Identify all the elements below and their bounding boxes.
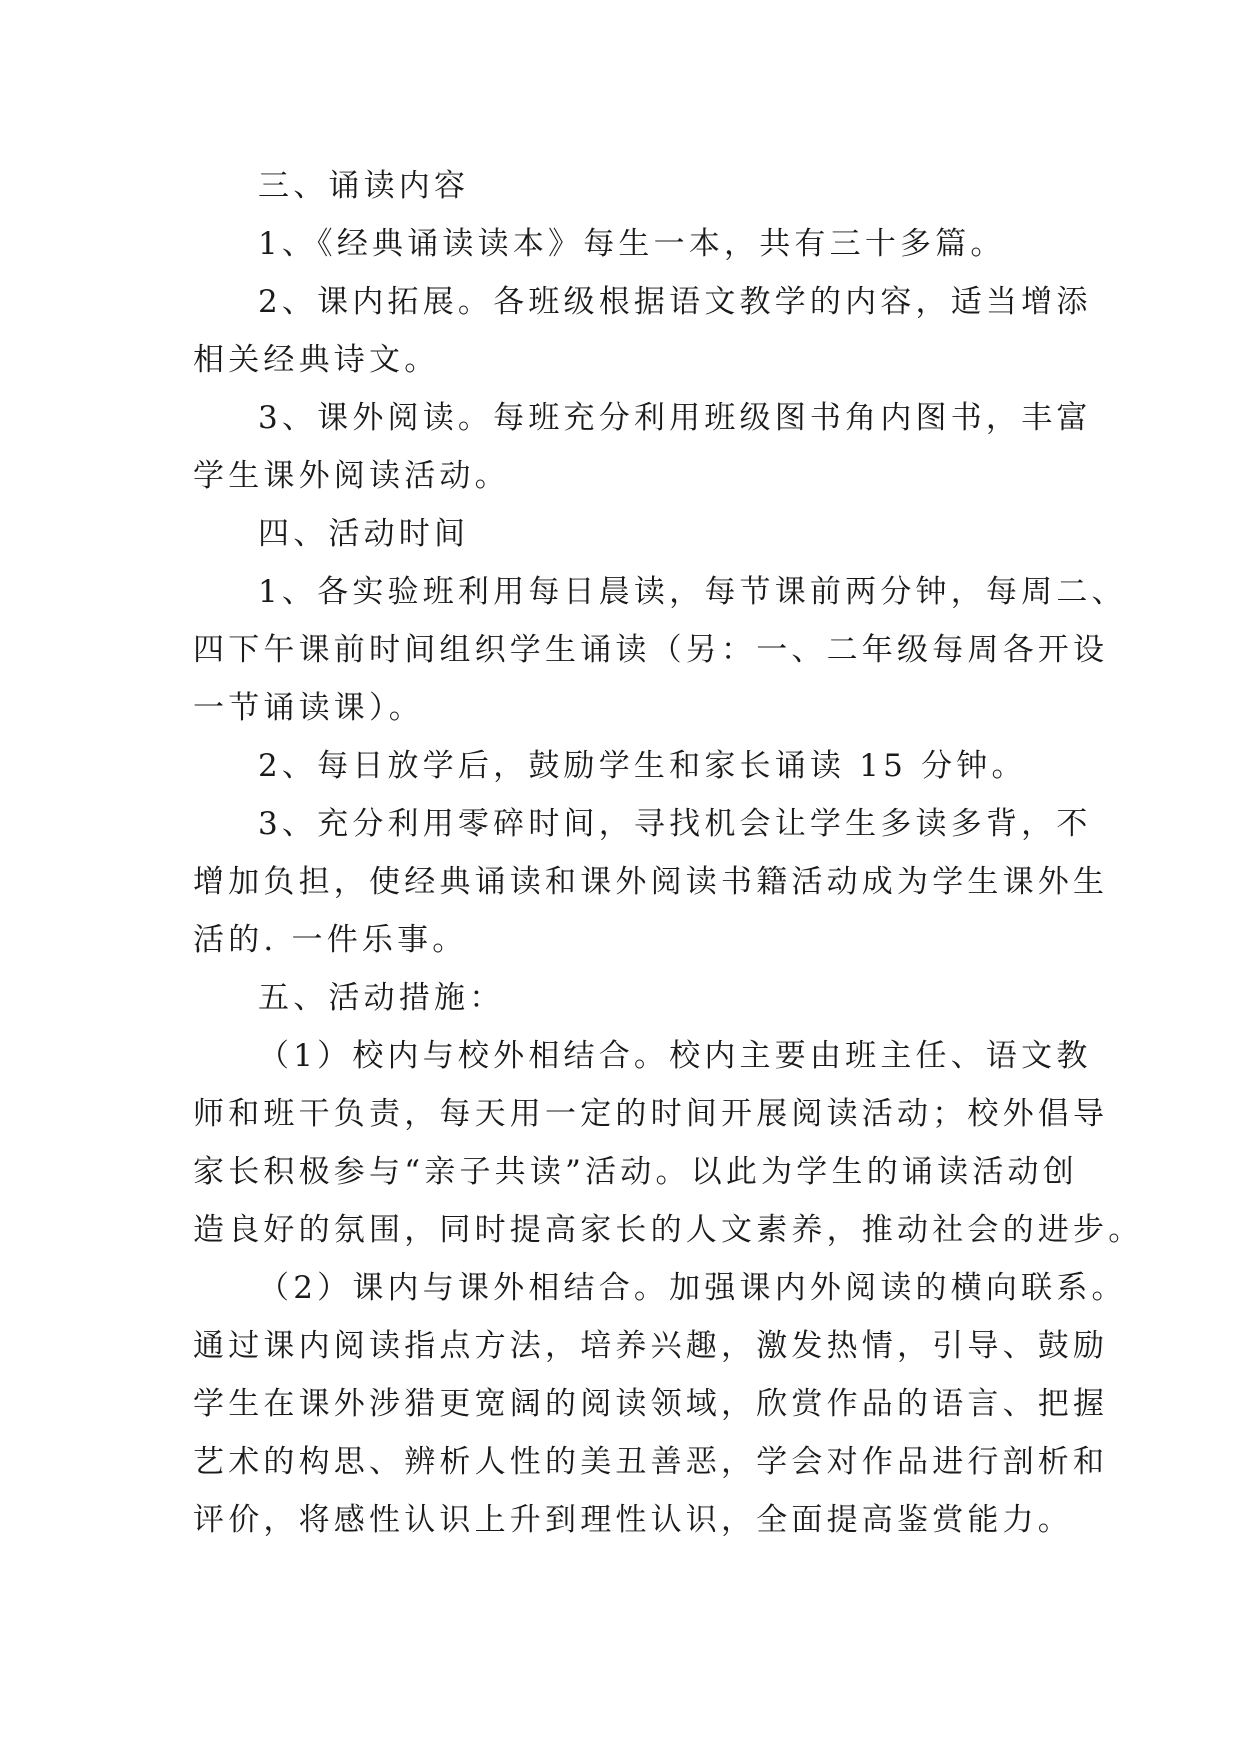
paragraph-line: 3、课外阅读。每班充分利用班级图书角内图书，丰富 (258, 400, 1092, 436)
paragraph-line: 通过课内阅读指点方法，培养兴趣，激发热情，引导、鼓励 (193, 1328, 1109, 1364)
paragraph-line: 增加负担，使经典诵读和课外阅读书籍活动成为学生课外生 (193, 864, 1109, 900)
paragraph-line: 家长积极参与“亲子共读”活动。以此为学生的诵读活动创 (193, 1154, 1078, 1190)
paragraph-line: 2、每日放学后，鼓励学生和家长诵读 15 分钟。 (258, 748, 1027, 784)
paragraph-line: （2）课内与课外相结合。加强课内外阅读的横向联系。 (258, 1270, 1127, 1306)
paragraph-line: 学生在课外涉猎更宽阔的阅读领域，欣赏作品的语言、把握 (193, 1386, 1109, 1422)
paragraph-line: 师和班干负责，每天用一定的时间开展阅读活动；校外倡导 (193, 1096, 1109, 1132)
paragraph-line: 相关经典诗文。 (193, 342, 440, 378)
paragraph-line: 评价，将感性认识上升到理性认识，全面提高鉴赏能力。 (193, 1502, 1073, 1538)
paragraph-line: 学生课外阅读活动。 (193, 458, 510, 494)
paragraph-line: 造良好的氛围，同时提高家长的人文素养，推动社会的进步。 (193, 1212, 1144, 1248)
paragraph-line: 1、各实验班利用每日晨读，每节课前两分钟，每周二、 (258, 574, 1127, 610)
paragraph-line: 四下午课前时间组织学生诵读（另：一、二年级每周各开设 (193, 632, 1109, 668)
paragraph-line: 艺术的构思、辨析人性的美丑善恶，学会对作品进行剖析和 (193, 1444, 1109, 1480)
section-heading-measures: 五、活动措施： (258, 980, 505, 1016)
paragraph-line: 3、充分利用零碎时间，寻找机会让学生多读多背，不 (258, 806, 1092, 842)
section-heading-time: 四、活动时间 (258, 516, 470, 552)
section-heading-content: 三、诵读内容 (258, 168, 470, 204)
paragraph-line: 一节诵读课）。 (193, 690, 424, 726)
paragraph-line: 2、课内拓展。各班级根据语文教学的内容，适当增添 (258, 284, 1092, 320)
paragraph-line: 活的. 一件乐事。 (193, 922, 468, 958)
paragraph-line: （1）校内与校外相结合。校内主要由班主任、语文教 (258, 1038, 1092, 1074)
paragraph-line: 1、《经典诵读读本》每生一本，共有三十多篇。 (258, 226, 1006, 262)
